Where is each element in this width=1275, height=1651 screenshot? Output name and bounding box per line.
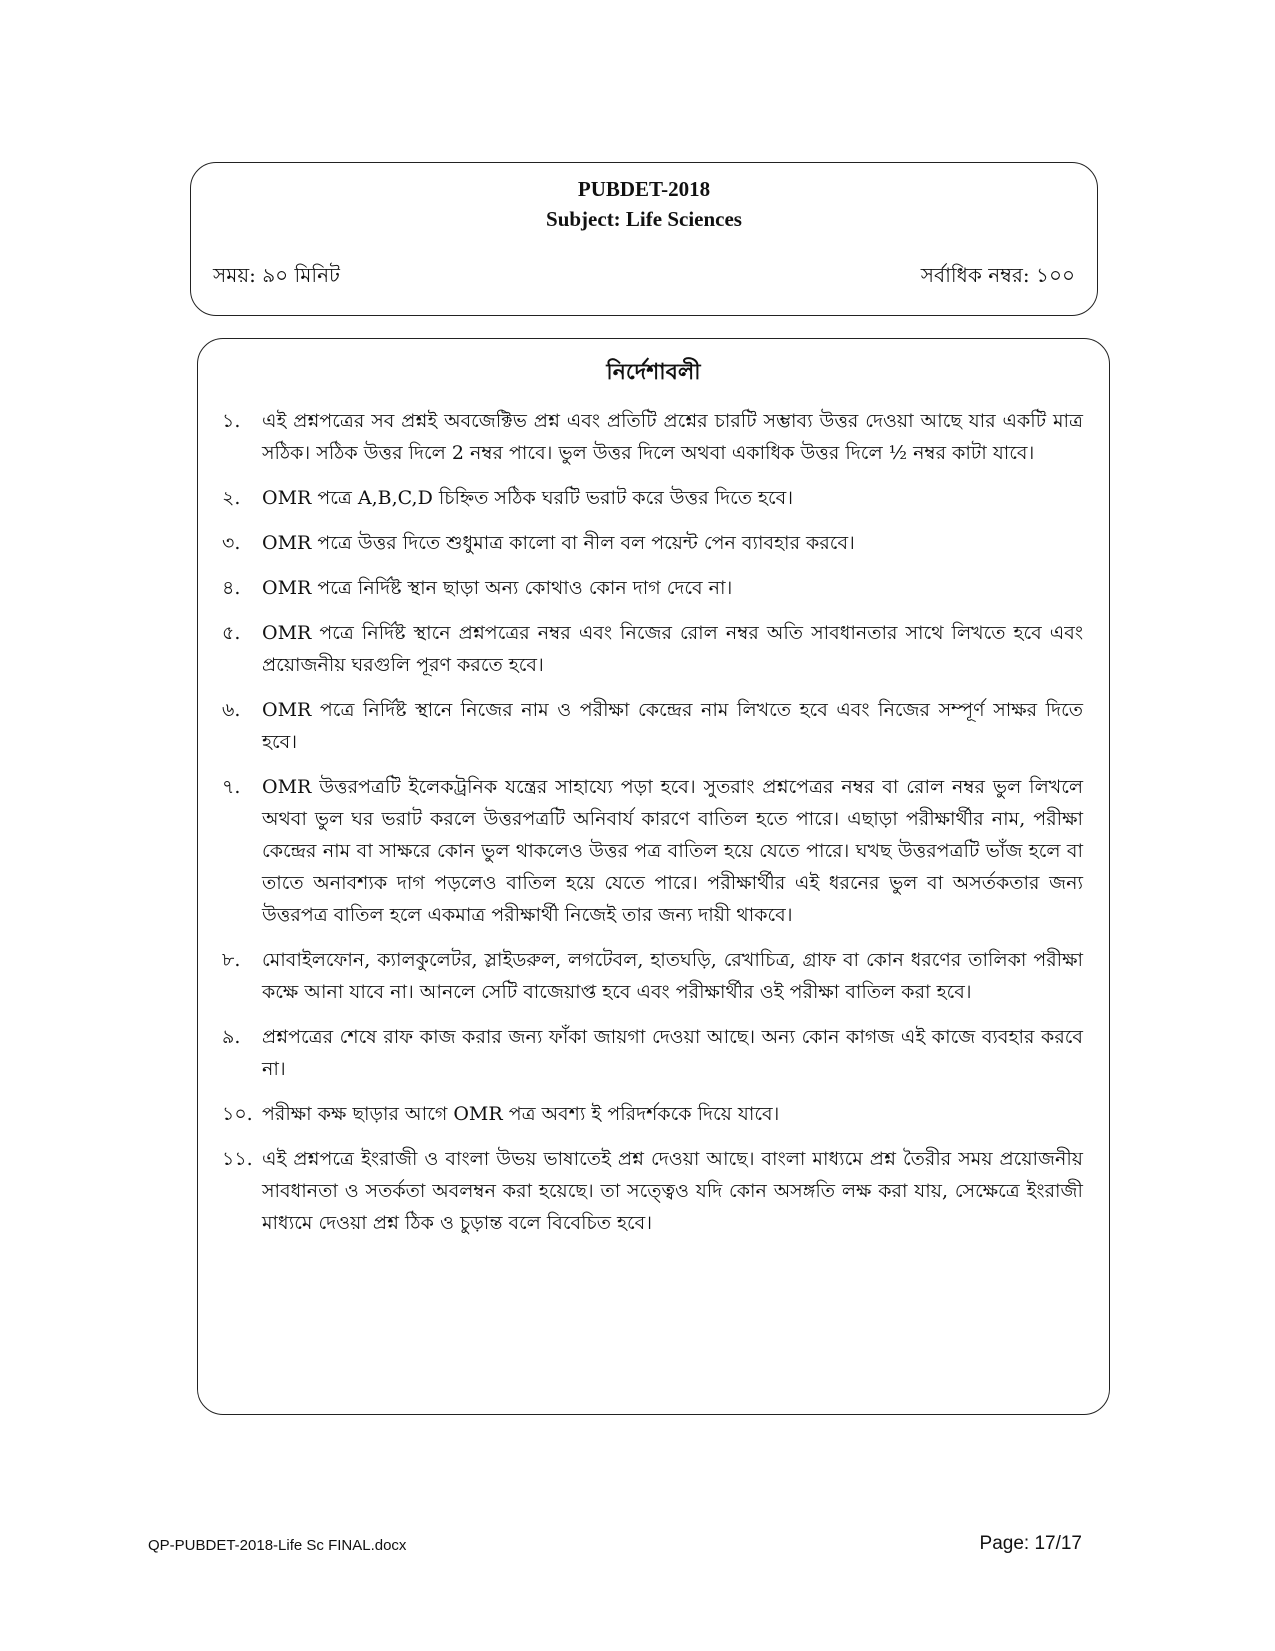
instruction-number: ৩. xyxy=(222,532,241,554)
instruction-text: OMR পত্রে নির্দিষ্ট স্থানে নিজের নাম ও পরীক্ষা কেন্দ্রের নাম লিখতে হবে এবং নিজের সম্পূর্ণ সাক্ষর দিতে হবে। xyxy=(262,699,1083,753)
exam-code: PUBDET-2018 xyxy=(577,177,711,201)
instruction-item xyxy=(222,617,1083,681)
instruction-item xyxy=(222,482,1083,514)
instruction-number: ২. xyxy=(222,487,241,509)
instruction-item xyxy=(222,405,1083,469)
exam-max-marks: সর্বাধিক নম্বর: ১০০ xyxy=(920,263,1075,287)
exam-time: সময়: ৯০ মিনিট xyxy=(213,263,340,287)
instruction-item xyxy=(222,527,1083,559)
instruction-text: OMR পত্রে উত্তর দিতে শুধুমাত্র কালো বা নীল বল পয়েন্ট পেন ব্যাবহার করবে। xyxy=(262,532,855,554)
instruction-number: ১০. xyxy=(222,1103,253,1125)
instruction-text: মোবাইলফোন, ক্যালকুলেটর, স্লাইডরুল, লগটেবল, হাতঘড়ি, রেখাচিত্র, গ্রাফ বা কোন ধরণের তালিকা পরীক্ষা কক্ষে আনা যাবে না। আনলে সেটি বাজেয়াপ্ত হবে এবং পরীক্ষার্থীর ওই পরীক্ষা বাতিল করা হবে। xyxy=(262,949,1083,1003)
instruction-number: ৫. xyxy=(222,622,241,644)
instruction-number: ৮. xyxy=(222,949,241,971)
instruction-number: ১. xyxy=(222,410,241,432)
instruction-text: OMR উত্তরপত্রটি ইলেকট্রনিক যন্ত্রের সাহায্যে পড়া হবে। সুতরাং প্রশ্নপেত্রর নম্বর বা রোল নম্বর ভুল লিখলে অথবা ভুল ঘর ভরাট করলে উত্তরপত্রটি অনিবার্য কারণে বাতিল হতে পারে। এছাড়া পরীক্ষার্থীর নাম, পরীক্ষা কেন্দ্রের নাম বা সাক্ষরে কোন ভুল থাকলেও উত্তর পত্র বাতিল হয়ে যেতে পারে। ঘখছ উত্তরপত্রটি ভাঁজ হলে বা তাতে অনাবশ্যক দাগ পড়লেও বাতিল হয়ে যেতে পারে। পরীক্ষার্থীর এই ধরনের ভুল বা অসর্তকতার জন্য উত্তরপত্র বাতিল হলে একমাত্র পরীক্ষার্থী নিজেই তার জন্য দায়ী থাকবে। xyxy=(262,776,1083,926)
instruction-number: ১১. xyxy=(222,1148,253,1170)
instruction-number: ৬. xyxy=(222,699,241,721)
instruction-item xyxy=(222,771,1083,931)
instruction-text: এই প্রশ্নপত্রের সব প্রশ্নই অবজেক্টিভ প্রশ্ন এবং প্রতিটি প্রশ্নের চারটি সম্ভাব্য উত্তর দেওয়া আছে যার একটি মাত্র সঠিক। সঠিক উত্তর দিলে 2 নম্বর পাবে। ভুল উত্তর দিলে অথবা একাধিক উত্তর দিলে ½ নম্বর কাটা যাবে। xyxy=(262,410,1083,464)
instruction-text: OMR পত্রে নির্দিষ্ট স্থান ছাড়া অন্য কোথাও কোন দাগ দেবে না। xyxy=(262,577,733,599)
instruction-item xyxy=(222,694,1083,758)
exam-header-box xyxy=(190,162,1098,316)
footer-page-number: Page: 17/17 xyxy=(979,1533,1082,1554)
instruction-number: ৯. xyxy=(222,1026,241,1048)
instruction-number: ৪. xyxy=(222,577,241,599)
instruction-item xyxy=(222,1098,1083,1130)
instruction-item xyxy=(222,1143,1083,1239)
exam-subject: Subject: Life Sciences xyxy=(546,207,742,231)
instructions-list xyxy=(222,405,1083,1252)
instructions-box xyxy=(197,338,1110,1415)
instruction-text: OMR পত্রে নির্দিষ্ট স্থানে প্রশ্নপত্রের নম্বর এবং নিজের রোল নম্বর অতি সাবধানতার সাথে লিখতে হবে এবং প্রয়োজনীয় ঘরগুলি পূরণ করতে হবে। xyxy=(262,622,1083,676)
instruction-text: OMR পত্রে A,B,C,D চিহ্নিত সঠিক ঘরটি ভরাট করে উত্তর দিতে হবে। xyxy=(262,487,794,509)
instructions-title: নির্দেশাবলী xyxy=(606,359,701,385)
footer-filename: QP-PUBDET-2018-Life Sc FINAL.docx xyxy=(148,1537,407,1554)
instruction-number: ৭. xyxy=(222,776,241,798)
instruction-item xyxy=(222,1021,1083,1085)
instruction-item xyxy=(222,572,1083,604)
instruction-text: প্রশ্নপত্রের শেষে রাফ কাজ করার জন্য ফাঁকা জায়গা দেওয়া আছে। অন্য কোন কাগজ এই কাজে ব্যবহার করবে না। xyxy=(262,1026,1083,1080)
instruction-text: পরীক্ষা কক্ষ ছাড়ার আগে OMR পত্র অবশ্য ই পরিদর্শককে দিয়ে যাবে। xyxy=(262,1103,780,1125)
instruction-item xyxy=(222,944,1083,1008)
instruction-text: এই প্রশ্নপত্রে ইংরাজী ও বাংলা উভয় ভাষাতেই প্রশ্ন দেওয়া আছে। বাংলা মাধ্যমে প্রশ্ন তৈরীর সময় প্রয়োজনীয় সাবধানতা ও সতর্কতা অবলম্বন করা হয়েছে। তা সত্ত্বেও যদি কোন অসঙ্গতি লক্ষ করা যায়, সেক্ষেত্রে ইংরাজী মাধ্যমে দেওয়া প্রশ্ন ঠিক ও চুড়ান্ত বলে বিবেচিত হবে। xyxy=(262,1148,1083,1234)
